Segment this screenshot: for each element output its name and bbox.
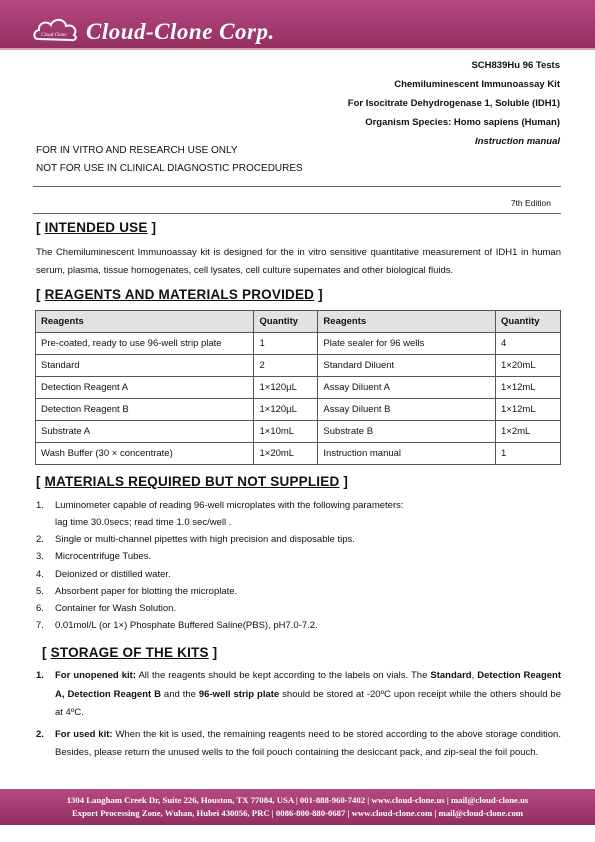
storage-text: When the kit is used, the remaining reagents need to be stored according to the above storage condition. Besides, please return the unused wells to the foil pouch containing the desiccant pack, and zip-seal the foil pouch. [55,728,561,758]
table-cell: 1×10mL [254,421,318,443]
instruction-manual-label: Instruction manual [475,136,560,147]
column-header: Quantity [496,311,561,333]
list-number: 7. [36,620,44,632]
kit-target: For Isocitrate Dehydrogenase 1, Soluble (IDH1) [347,98,560,109]
list-text: Absorbent paper for blotting the microplate. [55,585,238,597]
list-item [36,726,561,763]
table-cell: 1×2mL [496,421,561,443]
section-title-storage: [ STORAGE OF THE KITS ] [42,645,218,660]
list-text: Deionized or distilled water. [55,568,171,580]
catalog-number: SCH839Hu 96 Tests [471,60,560,71]
table-cell: 1×20mL [496,355,561,377]
list-text: Single or multi-channel pipettes with high precision and disposable tips. [55,534,355,545]
kit-type: Chemiluminescent Immunoassay Kit [394,79,560,90]
table-cell: Substrate B [318,421,496,443]
column-header: Reagents [36,311,254,333]
list-number: 5. [36,585,44,597]
list-number: 1. [36,670,44,681]
table-cell: 1×12mL [496,399,561,421]
intended-use-text: The Chemiluminescent Immunoassay kit is designed for the in vitro sensitive quantitative measurement of IDH1 in human serum, plasma, tissue homogenates, cell lysates, cell culture supernates and other biological fluids. [36,247,561,276]
storage-label: For unopened kit: [55,670,136,681]
list-number: 1. [36,500,44,511]
section-title-materials-required: [ MATERIALS REQUIRED BUT NOT SUPPLIED ] [36,474,349,489]
organism-species: Organism Species: Homo sapiens (Human) [365,117,560,128]
table-cell: 1 [496,443,561,465]
table-row [36,377,561,399]
header-divider [0,48,595,50]
list-number: 4. [36,568,44,580]
list-text: Luminometer capable of reading 96-well microplates with the following parameters: [55,500,404,511]
column-header: Reagents [318,311,496,333]
svg-text:Cloud Clone: Cloud Clone [41,33,67,38]
footer-address-us: 1304 Langham Creek Dr, Suite 226, Houston, TX 77084, USA | 001-888-960-7402 | www.cloud-clone.us | mail@cloud-clone.us [66,795,529,805]
list-text: 0.01mol/L (or 1×) Phosphate Buffered Saline(PBS), pH7.0-7.2. [55,620,318,632]
column-header: Quantity [254,311,318,333]
storage-text: should be stored at -20ºC upon receipt while the others should be at 4ºC. [55,688,561,718]
list-number: 3. [36,551,44,563]
table-cell: Instruction manual [318,443,496,465]
table-cell: 2 [254,355,318,377]
reagents-table [35,310,561,465]
section-title-reagents: [ REAGENTS AND MATERIALS PROVIDED ] [36,287,323,302]
storage-list [36,667,561,763]
table-cell: Detection Reagent B [36,399,254,421]
storage-text: , [471,670,478,681]
list-number: 6. [36,603,44,615]
table-row [36,421,561,443]
edition: 7th Edition [510,198,551,208]
table-cell: 4 [496,333,561,355]
storage-label: For used kit: [55,728,113,740]
list-number: 2. [36,534,44,545]
storage-emphasis: Standard [430,670,472,681]
table-cell: Assay Diluent B [318,399,496,421]
footer-address-cn: Export Processing Zone, Wuhan, Hubei 430056, PRC | 0086-800-880-0687 | www.cloud-clone.com | mail@cloud-clone.com [71,808,524,818]
header-bar [0,0,595,48]
storage-text: and the [160,688,199,700]
list-text: Container for Wash Solution. [55,603,177,615]
table-cell: 1×120µL [254,399,318,421]
table-row [36,399,561,421]
list-item [36,667,561,723]
list-number: 2. [36,728,44,740]
table-cell: 1×12mL [496,377,561,399]
company-name: Cloud-Clone Corp. [86,19,275,44]
footer-bar [0,789,595,825]
table-cell: Wash Buffer (30 × concentrate) [36,443,254,465]
divider [33,213,561,214]
research-use-notice: FOR IN VITRO AND RESEARCH USE ONLY [36,145,238,156]
table-cell: Pre-coated, ready to use 96-well strip plate [36,333,254,355]
storage-text: All the reagents should be kept according to the labels on vials. The [135,670,431,681]
table-cell: Detection Reagent A [36,377,254,399]
table-cell: Standard Diluent [318,355,496,377]
storage-emphasis: 96-well strip plate [198,688,280,700]
table-cell: 1×120µL [254,377,318,399]
table-row [36,355,561,377]
section-title-intended-use: [ INTENDED USE ] [36,220,157,235]
list-text-continued: lag time 30.0secs; read time 1.0 sec/well . [55,517,232,528]
table-row [36,443,561,465]
divider [33,186,561,187]
cloud-logo-icon [32,15,80,43]
list-text: Microcentrifuge Tubes. [55,551,152,563]
product-info [348,58,560,153]
table-header-row [36,311,561,333]
table-cell: Substrate A [36,421,254,443]
table-cell: 1×20mL [254,443,318,465]
clinical-use-notice: NOT FOR USE IN CLINICAL DIAGNOSTIC PROCEDURES [36,163,303,174]
table-cell: Assay Diluent A [318,377,496,399]
table-row [36,333,561,355]
table-cell: 1 [254,333,318,355]
storage-emphasis: Detection Reagent A, Detection Reagent B [55,670,562,700]
table-cell: Plate sealer for 96 wells [318,333,496,355]
table-cell: Standard [36,355,254,377]
